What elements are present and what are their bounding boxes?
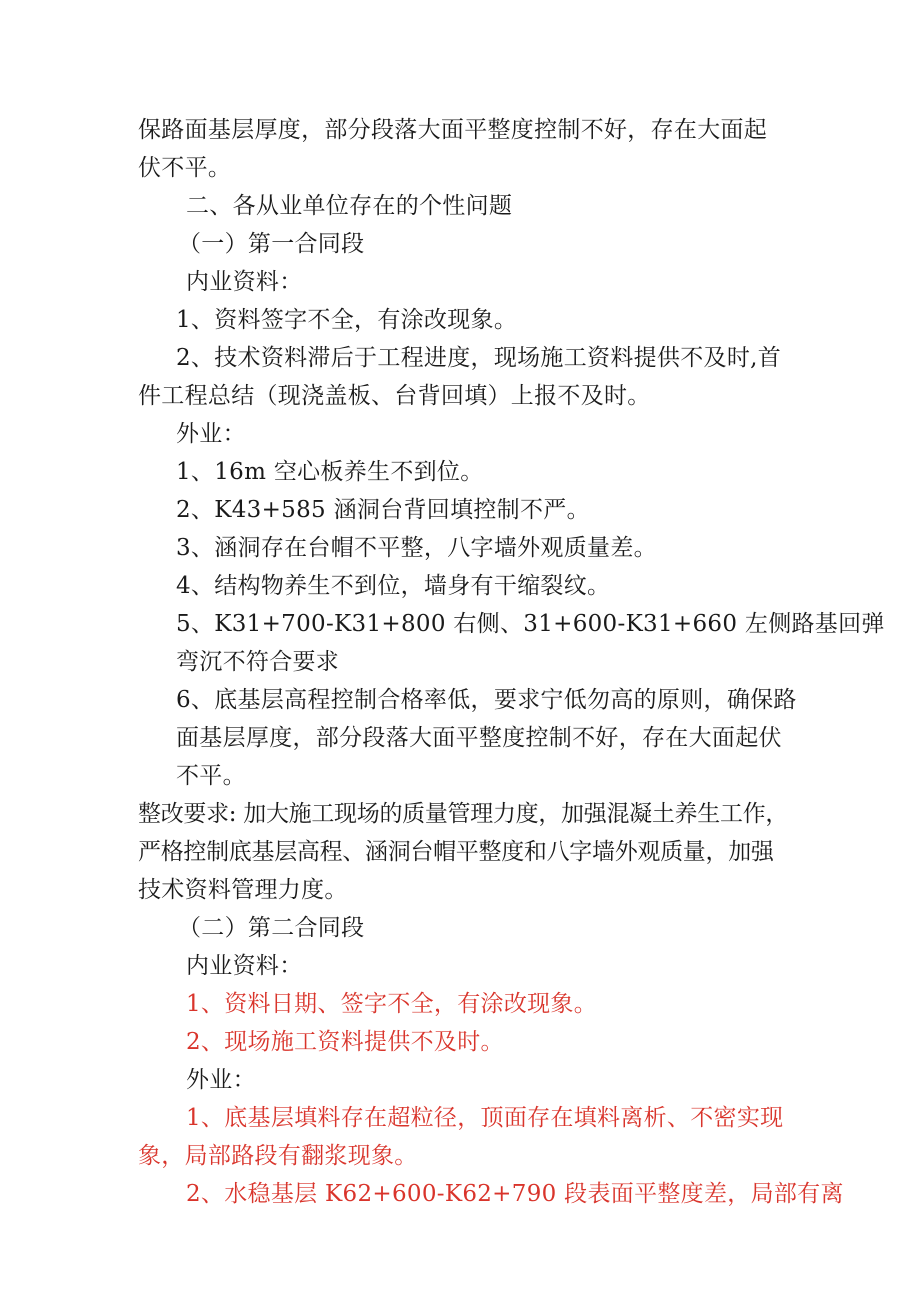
list-item: 2、K43+585 涵洞台背回填控制不严。 <box>176 497 590 523</box>
rectification-requirement-continuation: 技术资料管理力度。 <box>138 877 348 903</box>
rectification-requirement-continuation: 严格控制底基层高程、涵洞台帽平整度和八字墙外观质量，加强 <box>138 839 774 865</box>
list-item-highlighted: 2、现场施工资料提供不及时。 <box>186 1029 504 1055</box>
list-item: 1、16m 空心板养生不到位。 <box>176 459 484 485</box>
category-label: 内业资料： <box>186 269 303 295</box>
list-item: 3、涵洞存在台帽不平整，八字墙外观质量差。 <box>176 535 657 561</box>
list-item-highlighted: 1、底基层填料存在超粒径，顶面存在填料离析、不密实现 <box>186 1105 784 1131</box>
list-item-highlighted-continuation: 象，局部路段有翻浆现象。 <box>138 1143 418 1169</box>
list-item-continuation: 面基层厚度，部分段落大面平整度控制不好，存在大面起伏 <box>176 725 782 751</box>
category-label: 外业： <box>176 421 246 447</box>
rectification-requirement: 整改要求: 加大施工现场的质量管理力度，加强混凝土养生工作， <box>138 801 789 827</box>
list-item: 4、结构物养生不到位，墙身有干缩裂纹。 <box>176 573 611 599</box>
list-item-continuation: 件工程总结（现浇盖板、台背回填）上报不及时。 <box>138 383 651 409</box>
subsection-heading: （一）第一合同段 <box>178 231 365 257</box>
list-item: 5、K31+700-K31+800 右侧、31+600-K31+660 左侧路基回弹 <box>176 611 885 637</box>
text-line: 伏不平。 <box>138 155 232 181</box>
list-item-continuation: 弯沉不符合要求 <box>176 649 340 675</box>
subsection-heading: （二）第二合同段 <box>178 915 365 941</box>
text-line: 保路面基层厚度，部分段落大面平整度控制不好，存在大面起 <box>138 117 768 143</box>
category-label: 外业： <box>186 1067 256 1093</box>
category-label: 内业资料： <box>186 953 303 979</box>
section-heading: 二、各从业单位存在的个性问题 <box>186 193 513 219</box>
list-item: 2、技术资料滞后于工程进度，现场施工资料提供不及时,首 <box>176 345 782 371</box>
list-item-continuation: 不平。 <box>176 763 246 789</box>
list-item-highlighted: 1、资料日期、签字不全，有涂改现象。 <box>186 991 598 1017</box>
list-item: 6、底基层高程控制合格率低，要求宁低勿高的原则，确保路 <box>176 687 797 713</box>
list-item-highlighted: 2、水稳基层 K62+600-K62+790 段表面平整度差，局部有离 <box>186 1181 844 1207</box>
list-item: 1、资料签字不全，有涂改现象。 <box>176 307 518 333</box>
